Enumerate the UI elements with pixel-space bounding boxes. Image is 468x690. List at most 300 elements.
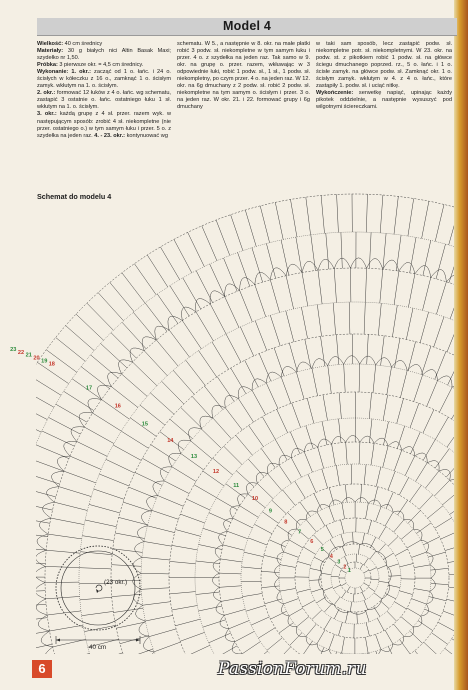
stitch-line	[447, 599, 466, 604]
stitch-line	[9, 562, 45, 564]
stitch-line	[154, 642, 180, 652]
stitch-line	[394, 664, 402, 682]
stitch-line	[252, 390, 266, 415]
stitch-line	[104, 679, 133, 690]
chain-arch	[462, 650, 468, 662]
stitch-line	[281, 377, 291, 403]
stitch-line	[376, 651, 381, 668]
stitch-line	[0, 622, 12, 627]
stitch-line	[317, 630, 325, 644]
stitch-line	[410, 237, 416, 273]
stitch-line	[76, 314, 104, 340]
chain-arch	[215, 545, 223, 559]
stitch-line	[224, 446, 242, 465]
chain-arch	[277, 552, 284, 565]
stitch-line	[435, 417, 448, 440]
dimension-arrow-right-icon	[136, 639, 140, 642]
round-number: 4	[329, 553, 333, 560]
stitch-line	[14, 402, 48, 419]
chain-arch	[342, 498, 355, 503]
stitch-line	[258, 628, 275, 639]
stitch-line	[9, 591, 45, 592]
chain-arch	[47, 487, 59, 503]
chain-arch	[368, 500, 381, 507]
chart-ring	[79, 302, 468, 690]
stitch-line	[242, 567, 262, 569]
stitch-line	[277, 409, 288, 433]
stitch-line	[312, 368, 318, 395]
stitch-line	[187, 499, 211, 510]
stitch-line	[289, 343, 297, 372]
chain-arch	[220, 615, 229, 629]
stitch-line	[284, 599, 299, 604]
stitch-line	[445, 545, 464, 551]
stitch-line	[389, 576, 401, 577]
stitch-line	[424, 609, 440, 616]
chain-arch	[43, 502, 55, 518]
stitch-line	[333, 585, 340, 589]
chain-arch	[160, 467, 172, 481]
stitch-line	[216, 220, 230, 255]
stitch-line	[347, 587, 350, 592]
stitch-line	[275, 439, 287, 460]
stitch-line	[172, 545, 198, 550]
stitch-line	[284, 552, 299, 558]
round-number: 6	[310, 538, 314, 545]
stitch-line	[115, 533, 145, 539]
stitch-line	[364, 465, 366, 485]
stitch-line	[313, 535, 323, 545]
stitch-line	[360, 484, 361, 502]
stitch-line	[350, 268, 351, 302]
stitch-line	[80, 597, 112, 600]
stitch-line	[176, 679, 200, 690]
chain-arch	[252, 379, 266, 391]
stitch-line	[271, 611, 287, 619]
chain-arch	[431, 270, 447, 282]
chain-arch	[344, 356, 360, 365]
stitch-line	[360, 587, 363, 592]
stitch-line	[410, 631, 423, 644]
stitch-line	[248, 538, 267, 545]
chain-arch	[256, 472, 267, 483]
stitch-line	[147, 255, 168, 287]
round-number: 9	[268, 508, 273, 515]
stitch-line	[134, 264, 156, 295]
stitch-line	[423, 277, 431, 310]
stitch-line	[396, 235, 401, 271]
materials-label: Materiały:	[37, 48, 64, 55]
stitch-line	[21, 488, 56, 497]
stitch-line	[297, 561, 311, 565]
stitch-line	[431, 583, 449, 584]
chain-arch	[430, 578, 436, 591]
stitch-line	[167, 667, 192, 681]
stitch-line	[0, 595, 9, 597]
stitch-line	[143, 602, 171, 606]
stitch-line	[400, 564, 414, 567]
stitch-line	[54, 502, 87, 510]
stitch-line	[462, 617, 468, 625]
stitch-line	[465, 541, 468, 547]
stitch-line	[306, 197, 311, 235]
stitch-line	[334, 608, 339, 619]
stitch-line	[192, 396, 212, 418]
chain-arch	[431, 682, 443, 690]
stitch-line	[333, 303, 336, 335]
finish-text: serwetkę napiąć, upinając każdy pikotek oddzielnie, a następnie wysuszyć pod wilgotnymi ściereczkami.	[316, 90, 452, 111]
stitch-line	[371, 443, 374, 465]
stitch-line	[370, 551, 376, 559]
stitch-line	[248, 679, 264, 690]
overview-inner-circle	[61, 551, 135, 625]
stitch-line	[456, 471, 468, 487]
stitch-line	[397, 398, 404, 423]
stitch-line	[0, 677, 23, 688]
stitch-line	[220, 559, 242, 562]
stitch-line	[365, 268, 366, 302]
stitch-line	[122, 322, 146, 349]
stitch-line	[255, 321, 267, 351]
overview-diagram	[56, 546, 140, 644]
stitch-line	[445, 648, 462, 662]
chain-arch	[156, 667, 168, 681]
stitch-line	[175, 619, 200, 626]
stitch-line	[383, 446, 388, 467]
round-2-label: 2. okr.:	[37, 90, 56, 97]
stitch-line	[366, 610, 370, 622]
stitch-line	[394, 602, 406, 609]
stitch-line	[272, 500, 287, 514]
stitch-line	[435, 518, 452, 529]
materials-text: 30 g białych nici Altin Basak Maxi; szydełko nr 1,50.	[37, 48, 171, 62]
stitch-line	[423, 410, 434, 434]
chain-arch	[392, 360, 408, 370]
stitch-line	[121, 431, 148, 448]
stitch-line	[268, 474, 282, 491]
stitch-line	[387, 611, 397, 621]
chain-arch	[275, 578, 280, 591]
stitch-line	[376, 634, 381, 649]
stitch-line	[210, 304, 226, 334]
stitch-line	[198, 606, 222, 611]
stitch-line	[410, 403, 419, 428]
stitch-line	[84, 625, 115, 631]
stitch-line	[262, 586, 280, 588]
stitch-line	[308, 474, 316, 492]
size-text: 40 cm średnicy	[63, 41, 103, 47]
stitch-line	[371, 579, 379, 580]
stitch-line	[277, 525, 292, 535]
chart-ring	[241, 464, 468, 690]
chain-arch	[64, 441, 77, 456]
chain-arch	[459, 490, 468, 502]
stitch-line	[385, 630, 393, 644]
stitch-line	[448, 358, 461, 385]
chain-arch	[130, 348, 144, 362]
stitch-line	[14, 517, 50, 523]
chain-arch	[329, 649, 342, 656]
round-3-text: każdą grupę z 4 sł. przer. razem wyk. w następującym sposób: zrobić 4 sł. niekompletne (nie przer. ostatniego o.) w tym samym łuku i przer. 5 o. z szydełka na jeden raz.	[37, 111, 171, 139]
stitch-line	[435, 449, 449, 468]
stitch-line	[122, 273, 145, 303]
round-2-text: formować 12 łuków z 4 o. łańc. wg schematu, zastąpić 3 ostatnie o. łańc. ostatniego łuku 1 sł. wkłutym na 1. o. ścisłym.	[37, 90, 171, 111]
stitch-line	[181, 407, 202, 428]
stitch-line	[270, 280, 279, 313]
chain-arch	[346, 435, 360, 442]
stitch-line	[321, 336, 325, 366]
stitch-line	[431, 568, 449, 570]
stitch-line	[349, 302, 350, 334]
stitch-line	[174, 239, 192, 273]
stitch-line	[304, 452, 312, 472]
stitch-line	[395, 549, 407, 556]
stitch-line	[50, 625, 84, 631]
stitch-line	[334, 269, 336, 303]
chain-arch	[462, 280, 468, 293]
doily-chart	[0, 194, 468, 690]
chain-arch	[225, 629, 234, 642]
stitch-line	[295, 481, 306, 498]
stitch-line	[82, 536, 114, 541]
stitch-line	[415, 651, 428, 667]
stitch-line	[369, 419, 372, 443]
stitch-line	[345, 611, 348, 623]
chain-arch	[368, 599, 382, 610]
stitch-line	[374, 487, 378, 505]
stitch-line	[226, 334, 241, 362]
stitch-line	[289, 608, 303, 616]
chain-arch	[350, 258, 366, 268]
stitch-line	[209, 633, 231, 643]
stitch-line	[172, 467, 196, 482]
stitch-line	[398, 500, 408, 515]
chart-ring	[279, 502, 431, 654]
stitch-line	[89, 504, 120, 513]
stitch-line	[141, 573, 169, 574]
chain-arch	[304, 443, 318, 452]
stitch-line	[416, 463, 428, 482]
stitch-line	[302, 273, 308, 307]
stitch-line	[111, 333, 136, 359]
stitch-line	[240, 327, 253, 356]
stitch-line	[290, 633, 303, 646]
stitch-line	[286, 311, 294, 342]
stitch-line	[398, 684, 406, 690]
stitch-line	[400, 640, 411, 655]
stitch-line	[42, 431, 75, 446]
stitch-line	[439, 387, 452, 412]
stitch-line	[345, 485, 347, 503]
stitch-line	[0, 650, 17, 658]
stitch-line	[342, 637, 345, 653]
stitch-line	[324, 587, 333, 591]
stitch-line	[133, 312, 156, 340]
execution-text: zacząć od 1 o. łańc. i 24 o. ścisłych w kółeczku z 16 o., zamknąć 1 o. ścisłym zamyk. wkłutym na 1. o. ścisłym.	[37, 69, 171, 90]
stitch-line	[283, 490, 296, 506]
stitch-line	[353, 532, 354, 544]
stitch-line	[142, 458, 168, 473]
stitch-line	[180, 514, 205, 523]
stitch-line	[204, 386, 223, 410]
stitch-line	[384, 553, 394, 560]
stitch-line	[56, 404, 87, 422]
stitch-line	[175, 530, 200, 537]
stitch-line	[156, 340, 178, 366]
stitch-line	[330, 539, 337, 549]
stitch-line	[405, 456, 415, 476]
stitch-line	[10, 604, 46, 607]
stitch-line	[408, 511, 421, 524]
chain-arch	[426, 552, 433, 565]
stitch-line	[45, 582, 79, 583]
chain-arch	[247, 483, 258, 494]
round-number-labels	[10, 347, 351, 574]
chain-arch	[212, 573, 219, 587]
chain-arch	[438, 376, 453, 387]
chain-arch	[388, 442, 402, 451]
stitch-line	[172, 606, 198, 611]
chain-arch	[139, 621, 149, 637]
stitch-line	[366, 503, 369, 519]
stitch-line	[151, 445, 176, 461]
stitch-line	[308, 685, 316, 690]
stitch-line	[0, 550, 10, 553]
stitch-line	[125, 649, 153, 659]
stitch-line	[14, 631, 50, 637]
round-number: 13	[190, 454, 198, 460]
stitch-line	[417, 523, 432, 534]
stitch-line	[297, 617, 309, 627]
chain-arch	[212, 405, 225, 418]
stitch-line	[400, 371, 407, 398]
stitch-line	[338, 622, 342, 636]
chain-arch	[277, 591, 284, 604]
stitch-line	[229, 621, 249, 629]
stitch-line	[362, 592, 366, 599]
stitch-line	[295, 680, 305, 690]
chain-arch	[376, 358, 392, 367]
stitch-line	[388, 471, 395, 490]
stitch-line	[280, 565, 296, 568]
stitch-line	[133, 362, 157, 386]
stitch-line	[59, 487, 92, 497]
stitch-line	[56, 338, 86, 362]
stitch-line	[446, 679, 462, 690]
stitch-line	[227, 531, 248, 539]
stitch-line	[422, 346, 431, 375]
stitch-line	[428, 552, 445, 557]
stitch-line	[30, 459, 64, 471]
chain-arch	[164, 681, 176, 690]
stitch-line	[0, 663, 20, 672]
chain-arch	[427, 461, 439, 471]
stitch-line	[435, 352, 446, 380]
round-number: 14	[167, 438, 174, 445]
watermark: PassionForum.ru	[218, 659, 367, 679]
stitch-line	[382, 668, 388, 687]
stitch-line	[203, 528, 226, 536]
stitch-line	[240, 506, 259, 518]
stitch-line	[231, 368, 246, 394]
stitch-line	[135, 473, 162, 486]
chain-arch	[230, 506, 240, 518]
stitch-line	[0, 489, 18, 498]
stitch-line	[317, 305, 321, 337]
chain-arch	[323, 591, 334, 605]
stitch-line	[460, 329, 468, 358]
stitch-line	[370, 671, 373, 690]
stitch-line	[346, 442, 348, 464]
chain-arch	[153, 481, 164, 496]
stitch-line	[251, 617, 269, 625]
stitch-line	[196, 592, 220, 595]
stitch-line	[25, 473, 59, 484]
stitch-line	[386, 492, 393, 508]
stitch-line	[366, 623, 369, 637]
stitch-line	[270, 315, 280, 346]
stitch-line	[182, 321, 201, 349]
stitch-line	[170, 419, 193, 439]
stitch-line	[17, 644, 52, 652]
stitch-line	[450, 287, 462, 319]
stitch-line	[64, 471, 96, 483]
stitch-line	[367, 334, 369, 364]
chain-arch	[36, 550, 47, 566]
stitch-line	[67, 681, 99, 690]
stitch-line	[419, 495, 433, 510]
stitch-line	[369, 393, 371, 419]
stitch-line	[112, 594, 142, 596]
stitch-line	[286, 276, 294, 309]
stitch-line	[152, 510, 179, 519]
stitch-line	[306, 520, 316, 532]
chain-arch	[238, 494, 248, 506]
stitch-line	[291, 458, 301, 478]
stitch-line	[169, 330, 189, 357]
model-title: Model 4	[223, 19, 271, 33]
round-number: 2	[343, 564, 347, 571]
stitch-line	[423, 240, 431, 275]
stitch-line	[314, 494, 322, 510]
stitch-line	[385, 594, 396, 599]
stitch-line	[241, 581, 261, 582]
stitch-line	[399, 477, 409, 495]
round-number: 23	[10, 347, 17, 354]
stitch-line	[0, 636, 14, 642]
stitch-line	[196, 271, 213, 303]
stitch-line	[418, 621, 433, 631]
stitch-line	[274, 348, 284, 376]
stitch-line	[170, 561, 196, 563]
stitch-line	[316, 597, 326, 604]
chain-arch	[169, 453, 181, 467]
stitch-line	[149, 629, 176, 637]
chain-arch	[368, 649, 381, 656]
stitch-line	[344, 364, 346, 392]
stitch-line	[341, 534, 345, 546]
stitch-line	[364, 583, 369, 586]
stitch-line	[436, 244, 445, 279]
stitch-line	[394, 197, 398, 235]
stitch-line	[376, 507, 382, 522]
chain-arch	[189, 428, 202, 441]
stitch-line	[424, 642, 439, 656]
stitch-line	[85, 520, 116, 527]
stitch-line	[394, 450, 402, 471]
stitch-line	[450, 502, 468, 514]
stitch-line	[342, 591, 347, 598]
